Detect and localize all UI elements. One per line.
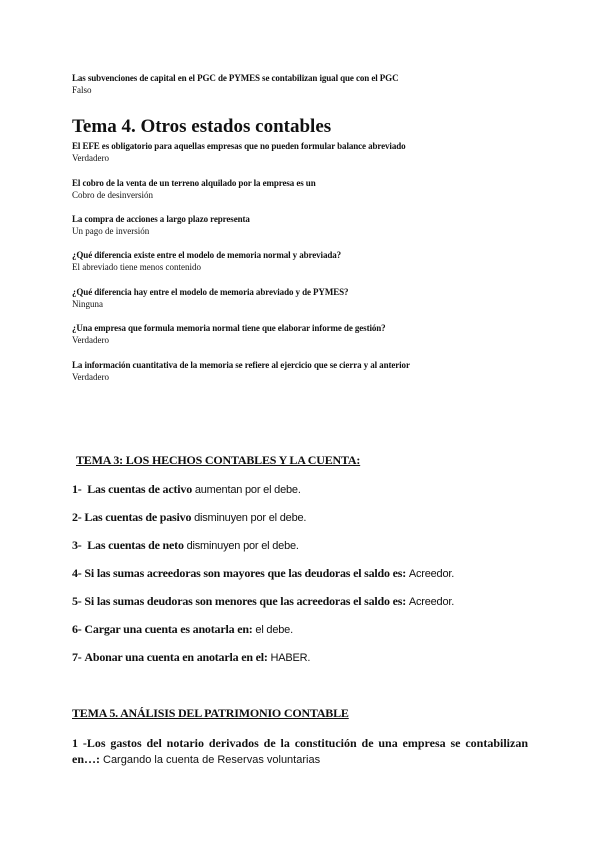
answer-text: Verdadero [72,335,109,345]
question-text: ¿Qué diferencia existe entre el modelo de memoria normal y abreviada? [72,250,342,260]
qa-block-top [72,72,532,96]
answer-text: Cobro de desinversión [72,190,153,200]
question-text: La compra de acciones a largo plazo representa [72,214,250,224]
question-text: Las subvenciones de capital en el PGC de PYMES se contabilizan igual que con el PGC [72,73,399,83]
tema5-heading: TEMA 5. ANÁLISIS DEL PATRIMONIO CONTABLE [72,706,349,720]
list-item [72,622,293,638]
qa-block [72,177,532,201]
question-text: El cobro de la venta de un terreno alquilado por la empresa es un [72,178,316,188]
item-rest-text: disminuyen por el debe. [194,512,307,524]
question-text: El EFE es obligatorio para aquellas empresas que no pueden formular balance abreviado [72,141,406,151]
question-text: ¿Qué diferencia hay entre el modelo de memoria abreviado y de PYMES? [72,287,349,297]
item-bold-text: Si las sumas deudoras son menores que las acreedoras el saldo es: [84,594,406,608]
question-text: La información cuantitativa de la memoria se refiere al ejercicio que se cierra y al anterior [72,360,410,370]
item-number: 2- [72,510,82,524]
answer-text: Verdadero [72,372,109,382]
item-bold-text: Cargar una cuenta es anotarla en: [84,622,253,636]
item-rest-text: Acreedor. [408,596,455,608]
answer-text: El abreviado tiene menos contenido [72,262,201,272]
item-number: 7- [72,650,82,664]
answer-text: Ninguna [72,299,103,309]
item-number: 6- [72,622,82,636]
qa-block [72,213,532,237]
list-item [72,482,301,498]
qa-block [72,322,532,346]
tema5-paragraph [72,735,528,768]
tema4-heading: Tema 4. Otros estados contables [72,116,332,137]
item-bold-text: Las cuentas de activo [87,482,193,496]
qa-block [72,249,532,273]
list-item [72,650,310,666]
item-rest-text: aumentan por el debe. [194,484,301,496]
answer-text: Un pago de inversión [72,226,150,236]
qa-block [72,359,532,383]
item-rest-text: el debe. [255,624,293,636]
item-bold-text: Las cuentas de pasivo [84,510,192,524]
list-item [72,538,299,554]
list-item [72,594,454,610]
paragraph-bold-line: 1 -Los gastos del notario derivados de la constitución de una empresa se contabilizan [72,736,528,750]
answer-text: Falso [72,85,92,95]
list-item [72,566,454,582]
question-text: ¿Una empresa que formula memoria normal tiene que elaborar informe de gestión? [72,323,386,333]
item-bold-text: Abonar una cuenta en anotarla en el: [84,650,268,664]
paragraph-rest-text: Cargando la cuenta de Reservas voluntarias [103,754,321,766]
item-number: 5- [72,594,82,608]
item-bold-text: Si las sumas acreedoras son mayores que las deudoras el saldo es: [84,566,406,580]
item-rest-text: disminuyen por el debe. [186,540,299,552]
item-rest-text: Acreedor. [408,568,455,580]
qa-block [72,286,532,310]
qa-block [72,140,532,164]
answer-text: Verdadero [72,153,109,163]
tema3-heading: TEMA 3: LOS HECHOS CONTABLES Y LA CUENTA: [76,453,361,467]
item-number: 1- [72,482,82,496]
item-number: 3- [72,538,82,552]
item-rest-text: HABER. [270,652,311,664]
list-item [72,510,306,526]
item-bold-text: Las cuentas de neto [87,538,184,552]
paragraph-bold-continuation: en…: [72,752,100,766]
item-number: 4- [72,566,82,580]
